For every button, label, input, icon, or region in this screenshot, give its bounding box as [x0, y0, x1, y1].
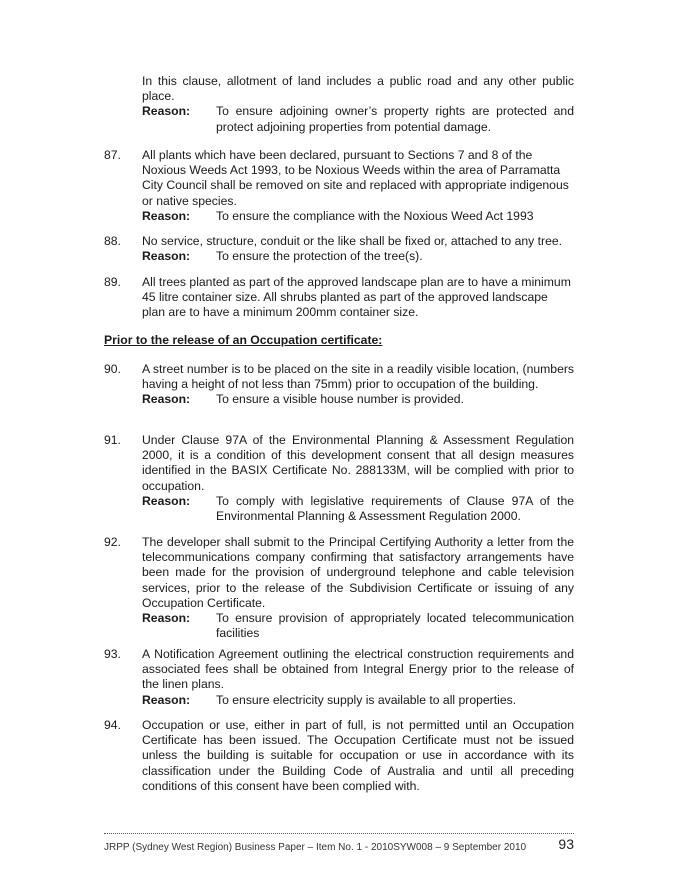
clause-number: 89. [104, 275, 121, 289]
clause-reason [142, 392, 574, 407]
reason-label: Reason: [142, 493, 191, 508]
reason-label: Reason: [142, 611, 191, 626]
clause-number: 87. [104, 148, 121, 162]
reason-text: To ensure the protection of the tree(s). [216, 249, 423, 264]
clause-number: 93. [104, 647, 121, 661]
clause-number: 88. [104, 234, 121, 248]
reason-text: To ensure a visible house number is provided. [216, 392, 464, 407]
clause-90 [104, 362, 574, 408]
clause-reason [142, 209, 574, 224]
section-heading: Prior to the release of an Occupation certificate: [104, 333, 383, 347]
clause-text: The developer shall submit to the Principal Certifying Authority a letter from the telecommunications company confirming that satisfactory arrangements have been made for the provision of underground telephone and cable television services, prior to the release of the Subdivision Certificate or issuing of any Occupation Certificate. [142, 535, 574, 610]
clause-89 [104, 275, 574, 321]
reason-text: To ensure the compliance with the Noxious Weed Act 1993 [216, 208, 534, 223]
clause-number: 94. [104, 718, 121, 732]
clause-reason [142, 611, 574, 641]
clause-text: All trees planted as part of the approved landscape plan are to have a minimum 45 litre container size. All shrubs planted as part of the approved landscape plan are to have a minimum 200mm container size. [142, 275, 571, 320]
footer-divider [104, 833, 574, 834]
intro-text: In this clause, allotment of land includes a public road and any other public place. [142, 74, 574, 104]
reason-label: Reason: [142, 692, 191, 707]
page-number: 93 [558, 836, 574, 852]
clause-text: All plants which have been declared, pursuant to Sections 7 and 8 of the Noxious Weeds Act 1993, to be Noxious Weeds within the area of Parramatta City Council shall be removed on site and replaced with appropriate indigenous or native species. [142, 148, 569, 208]
reason-text: To ensure provision of appropriately located telecommunication facilities [216, 611, 574, 641]
clause-88 [104, 234, 574, 264]
clause-reason [142, 693, 574, 708]
reason-text: To ensure electricity supply is available to all properties. [216, 692, 517, 707]
footer-text: JRPP (Sydney West Region) Business Paper – Item No. 1 - 2010SYW008 – 9 September 2010 [104, 842, 527, 853]
reason-label: Reason: [142, 249, 191, 264]
intro-paragraph [142, 74, 574, 135]
clause-text: A Notification Agreement outlining the electrical construction requirements and associated fees shall be obtained from Integral Energy prior to the release of the linen plans. [142, 647, 574, 692]
clause-reason [142, 494, 574, 524]
clause-number: 92. [104, 535, 121, 549]
reason-label: Reason: [142, 104, 191, 119]
clause-92 [104, 535, 574, 641]
clause-93 [104, 647, 574, 708]
clause-number: 91. [104, 433, 121, 447]
clause-text: Occupation or use, either in part of full, is not permitted until an Occupation Certificate has been issued. The Occupation Certificate must not be issued unless the building is suitable for occupation or use in accordance with its classification under the Building Code of Australia and until all preceding conditions of this consent have been complied with. [142, 718, 574, 793]
clause-text: No service, structure, conduit or the like shall be fixed or, attached to any tree. [142, 234, 563, 248]
clause-text: A street number is to be placed on the site in a readily visible location, (numbers having a height of not less than 75mm) prior to occupation of the building. [142, 362, 574, 392]
clause-87 [104, 148, 574, 224]
reason-text: To ensure adjoining owner’s property rights are protected and protect adjoining properties from potential damage. [216, 104, 574, 134]
clause-text: Under Clause 97A of the Environmental Planning & Assessment Regulation 2000, it is a condition of this development consent that all design measures identified in the BASIX Certificate No. 288133M, will be complied with prior to occupation. [142, 433, 574, 493]
clause-94 [104, 718, 574, 794]
clause-reason [142, 249, 574, 264]
reason-label: Reason: [142, 208, 191, 223]
clause-number: 90. [104, 362, 121, 376]
clause-91 [104, 433, 574, 524]
intro-reason [142, 104, 574, 134]
reason-label: Reason: [142, 392, 191, 407]
reason-text: To comply with legislative requirements of Clause 97A of the Environmental Planning & Assessment Regulation 2000. [216, 493, 574, 524]
